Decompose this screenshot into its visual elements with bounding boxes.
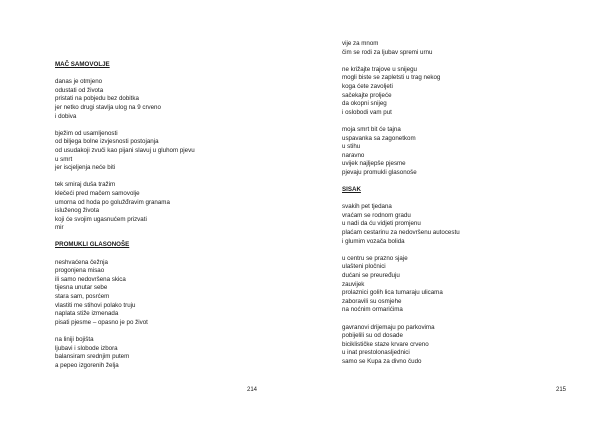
poem-line: ne križajte trajove u snijegu [342, 65, 417, 73]
poem-line: umorna od hoda po golužđravim granama [55, 198, 170, 206]
stanza [55, 181, 255, 233]
poem-line: koga ćete zavoljeti [342, 82, 393, 90]
stanza-gap [55, 327, 255, 336]
stanza-gap [55, 70, 255, 79]
poem-line: a pepeo izgorenih želja [55, 361, 119, 369]
poem-line: uspavanka sa zagonetkom [342, 134, 416, 142]
stanza-gap [55, 250, 255, 259]
poem-line: i dobiva [55, 112, 77, 120]
poem-line: čim se rodi za ljubav spremi urnu [342, 48, 433, 56]
poem-line: naravno [342, 151, 365, 159]
poem-line: u centru se prazno sjaje [342, 254, 408, 262]
poem-line: pristati na pobjedu bez dobitka [55, 95, 139, 103]
stanza [342, 126, 562, 178]
poem-line: balansiram srednjim putem [55, 353, 130, 361]
stanza-gap [55, 173, 255, 182]
stanza [55, 336, 255, 370]
poem-line: prolaznici golih lica tumaraju ulicama [342, 289, 443, 297]
stanza-gap [55, 121, 255, 130]
poem-line: danas je otmjeno [55, 78, 103, 86]
stanza-gap [342, 57, 562, 66]
poem-line: odustati od života [55, 86, 104, 94]
stanza-gap [342, 246, 562, 255]
poem-line: koji će svojim ugasnućem prizvati [55, 215, 147, 223]
poem-line: jer netko drugi stavlja ulog na 9 crveno [55, 103, 161, 111]
stanza-gap [342, 117, 562, 126]
poem-line: biciklističke staze krvare crveno [342, 340, 429, 348]
stanza [342, 66, 562, 118]
poem-line: svakih pet tjedana [342, 203, 392, 211]
poem-line: od biljega bolne izvjesnosti postojanja [55, 138, 159, 146]
stanza [55, 130, 255, 173]
stanza-gap [342, 178, 562, 187]
poem-line: ili samo nedovršena skica [55, 275, 126, 283]
poem-line: i glumim vozača bolida [342, 237, 405, 245]
poem-line: na noćnim ormarićima [342, 306, 403, 314]
poem-line: pobijelili su od dosade [342, 332, 403, 340]
poem-line: na liniji bojišta [55, 336, 94, 343]
poem-line: zaboravili su osmjehe [342, 297, 402, 305]
poem-line: mogli biste se zapletsti u trag nekog [342, 74, 441, 82]
poem-line: zauvijek [342, 280, 365, 288]
stanza [55, 259, 255, 328]
poem-line: vije za mnom [342, 40, 379, 47]
poem-line: samo se Kupa za divno čudo [342, 357, 422, 365]
poem-line: pisati pjesme – opasno je po život [55, 318, 148, 326]
poem-line: vlastiti me stihovi polako truju [55, 301, 136, 309]
poem-line: isluženog života [55, 207, 100, 215]
poem-line: mir [55, 224, 64, 232]
poem-line: neshvaćena čežnja [55, 258, 108, 266]
right-poem-column [342, 40, 562, 367]
poem-line: u stihu [342, 143, 361, 151]
stanza [342, 324, 562, 367]
stanza [342, 255, 562, 315]
poem-line: tijesna unutar sebe [55, 284, 108, 292]
poem-title: MAČ SAMOVOLJE [55, 61, 110, 68]
poem-line: sačekajte proljeće [342, 91, 392, 99]
stanza [342, 40, 562, 57]
poem-line: pjevaju promukli glasonoše [342, 168, 417, 176]
poem-line: naplata stiže izmenada [55, 310, 119, 318]
poem-line: stara sam, posrćem [55, 293, 110, 301]
poem-title: SISAK [342, 186, 361, 194]
poem-line: uvijek najljepše pjesme [342, 160, 406, 168]
poem-line: i oslobodi vam put [342, 108, 392, 116]
poem-line: gavranovi drijemaju po parkovima [342, 323, 435, 331]
right-page [300, 0, 600, 423]
poem-title: PROMUKLI GLASONOŠE [55, 241, 130, 249]
poem-line: bježim od usamljenosti [55, 129, 118, 137]
poem-line: ljubavi i slobode izbora [55, 344, 118, 352]
poem-line: progonjena misao [55, 267, 105, 275]
poem-line: plaćam cestarinu za nedovršenu autocestu [342, 229, 460, 237]
stanza [342, 203, 562, 246]
poem-line: klečeći pred mačem samovolje [55, 189, 140, 197]
stanza [55, 78, 255, 121]
poem-line: jer iscjeljenja neće biti [55, 164, 116, 172]
poem-line: od usudakoji zvuči kao pijani slavuj u gluhom pjevu [55, 146, 195, 154]
page-number-left: 214 [247, 387, 258, 393]
page-number-right: 215 [556, 387, 567, 393]
poem-line: moja smrt bit će tajna [342, 125, 401, 133]
poem-line: ulašteni pločnici [342, 263, 386, 271]
poem-line: u nadi da ću vidjeti promjenu [342, 220, 421, 228]
poem-line: dućani se preuređuju [342, 272, 400, 280]
poem-line: u inat prestolonasljednici [342, 349, 410, 357]
poem-line: u smrt [55, 155, 73, 163]
poem-line: vraćam se rodnom gradu [342, 211, 411, 219]
poem-line: tek smiraj duša tražim [55, 181, 116, 189]
stanza-gap [342, 315, 562, 324]
poem-line: da okopni snijeg [342, 100, 387, 108]
stanza-gap [342, 195, 562, 204]
left-poem-column [55, 61, 255, 370]
